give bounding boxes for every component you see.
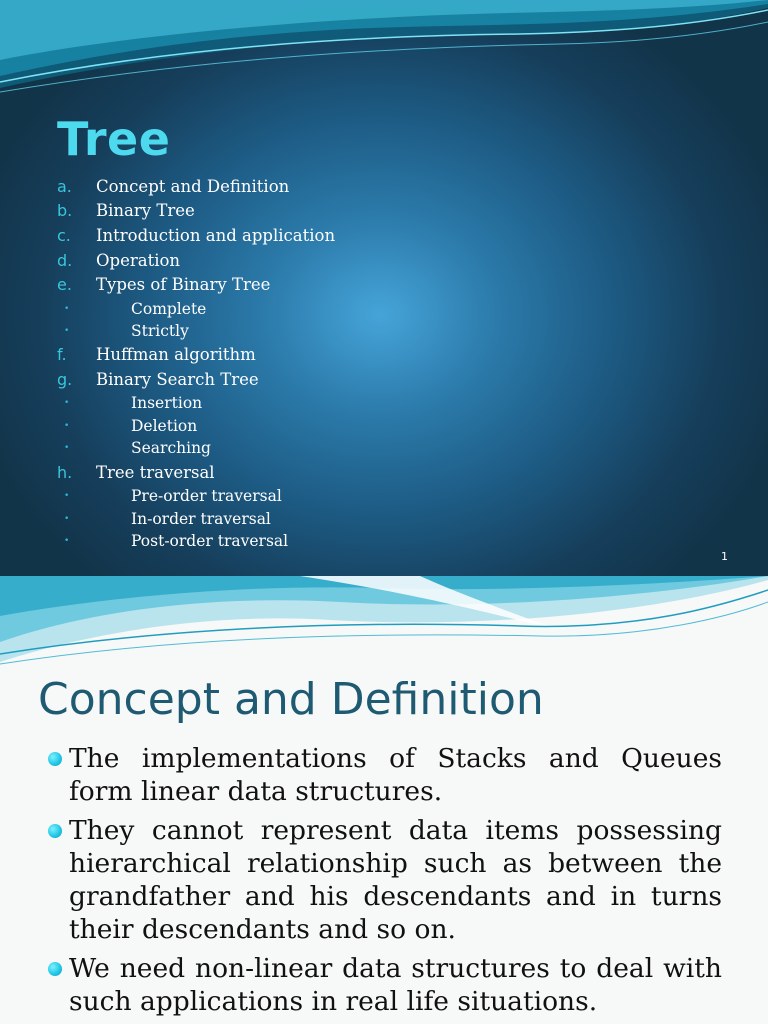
toc-label: Introduction and application — [96, 226, 336, 245]
toc-label: Insertion — [131, 394, 203, 412]
toc-label: Pre-order traversal — [131, 487, 282, 505]
toc-label: Post-order traversal — [131, 532, 289, 550]
toc-label: Strictly — [131, 322, 189, 340]
toc-marker: e. — [57, 275, 72, 294]
toc-marker: g. — [57, 370, 73, 389]
bullet-item — [46, 742, 722, 808]
toc-marker: d. — [57, 251, 73, 270]
toc-marker: c. — [57, 226, 71, 245]
slide-2 — [0, 576, 768, 1024]
bullet-icon: • — [64, 443, 70, 453]
toc-label: Types of Binary Tree — [96, 275, 271, 294]
slide-1-title: Tree — [57, 112, 171, 166]
toc-label: In-order traversal — [131, 510, 271, 528]
bullet-item — [46, 952, 722, 1018]
bullet-icon: • — [64, 398, 70, 408]
toc-label: Binary Search Tree — [96, 370, 259, 389]
bullet-text: They cannot represent data items possessing hierarchical relationship such as between the grandfather and his descendants and in turns their descendants and so on. — [69, 815, 722, 945]
header-wave-decoration — [0, 0, 768, 100]
bullet-icon: • — [64, 491, 70, 501]
toc-marker: b. — [57, 201, 73, 220]
toc-label: Complete — [131, 300, 207, 318]
bullet-icon: • — [64, 514, 70, 524]
bullet-icon — [48, 752, 62, 766]
bullet-item — [46, 814, 722, 946]
bullet-text: We need non-linear data structures to deal with such applications in real life situations. — [69, 953, 722, 1017]
bullet-icon — [48, 824, 62, 838]
bullet-icon: • — [64, 326, 70, 336]
toc-label: Tree traversal — [96, 463, 215, 482]
toc-marker: a. — [57, 177, 72, 196]
toc-label: Binary Tree — [96, 201, 195, 220]
bullet-icon: • — [64, 304, 70, 314]
bullet-text: The implementations of Stacks and Queues form linear data structures. — [69, 743, 722, 807]
bullet-icon — [48, 962, 62, 976]
toc-marker: f. — [57, 345, 67, 364]
toc-label: Huffman algorithm — [96, 345, 256, 364]
bullet-list — [46, 742, 722, 1024]
bullet-icon: • — [64, 536, 70, 546]
bullet-icon: • — [64, 421, 70, 431]
toc-label: Operation — [96, 251, 181, 270]
header-wave-decoration — [0, 576, 768, 676]
toc-label: Searching — [131, 439, 211, 457]
toc-label: Deletion — [131, 417, 198, 435]
slide-2-title: Concept and Definition — [38, 674, 544, 725]
slide-number: 1 — [721, 550, 728, 563]
toc-marker: h. — [57, 463, 73, 482]
toc-label: Concept and Definition — [96, 177, 290, 196]
